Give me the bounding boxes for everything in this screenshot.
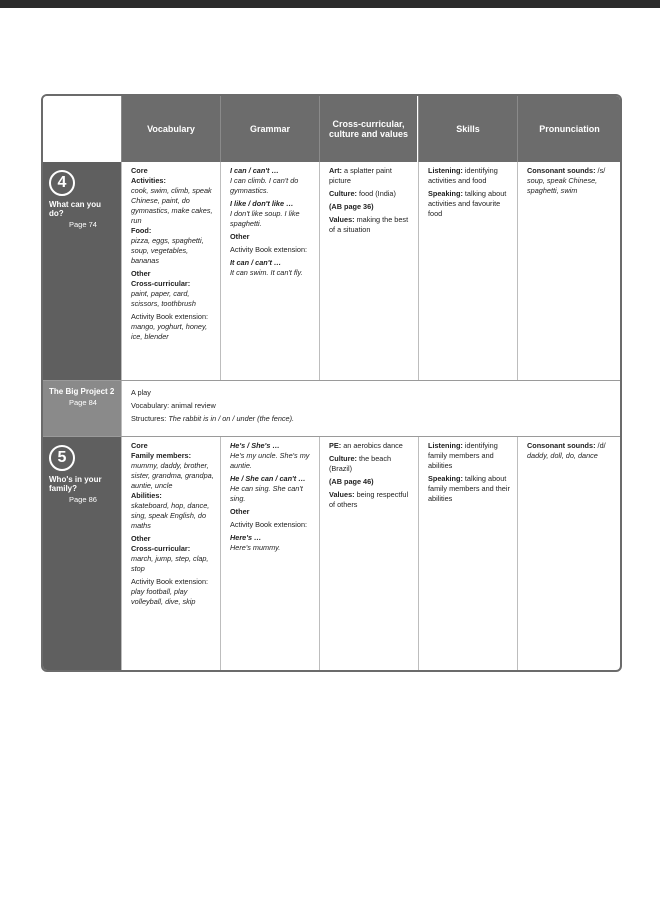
cross-label: Culture: [329, 189, 357, 198]
vocabulary-line: cook, swim, climb, speak Chinese, paint, do gymnastics, make cakes, run [131, 186, 213, 225]
skills-entry [428, 441, 511, 471]
unit-title: What can you do? [49, 200, 102, 219]
header-pronunciation: Pronunciation [517, 96, 621, 162]
skills-value: talking about activities and favourite food [428, 189, 507, 218]
vocabulary-line: Core [131, 441, 148, 450]
unit-4-cross-curricular [319, 162, 418, 380]
cross-entry [329, 441, 412, 451]
skills-entry [428, 474, 511, 504]
cross-label: (AB page 36) [329, 202, 374, 211]
skills-entry [428, 166, 511, 186]
cross-entry [329, 477, 412, 487]
cross-label: Art: [329, 166, 342, 175]
grammar-line: I can climb. I can't do gymnastics. [230, 176, 299, 195]
grammar-line: It can / can't … [230, 258, 282, 267]
vocabulary-line: mummy, daddy, brother, sister, grandma, grandpa, auntie, uncle [131, 461, 214, 490]
pron-label: Consonant sounds: [527, 441, 596, 450]
cross-entry [329, 202, 412, 212]
project-line-2: Vocabulary: animal review [131, 401, 216, 410]
grammar-line: Here's … [230, 533, 262, 542]
unit-page: Page 74 [69, 220, 97, 230]
vocabulary-line: Other [131, 534, 151, 543]
header-skills: Skills [418, 96, 517, 162]
pron-words: soup, speak Chinese, spaghetti, swim [527, 176, 598, 195]
cross-value: being respectful of others [329, 490, 409, 509]
grammar-line: He's my uncle. She's my auntie. [230, 451, 310, 470]
top-rule [0, 0, 660, 8]
grammar-line: Activity Book extension: [230, 245, 308, 254]
project-label-cell [43, 381, 121, 436]
vocabulary-line: Activity Book extension: [131, 312, 209, 321]
pron-sound: /d/ [597, 441, 606, 450]
cross-entry [329, 454, 412, 474]
unit-5-label-cell [43, 437, 121, 670]
cross-entry [329, 166, 412, 186]
cross-value: an aerobics dance [341, 441, 403, 450]
skills-value: identifying family members and abilities [428, 441, 498, 470]
grammar-line: I can / can't … [230, 166, 279, 175]
cross-value: making the best of a situation [329, 215, 409, 234]
header-vocabulary: Vocabulary [121, 96, 220, 162]
grammar-line: I don't like soup. I like spaghetti. [230, 209, 300, 228]
project-structures-value: The rabbit is in / on / under (the fence). [168, 414, 295, 423]
skills-label: Speaking: [428, 189, 463, 198]
grammar-line: Here's mummy. [230, 543, 281, 552]
cross-label: Values: [329, 215, 355, 224]
syllabus-table [41, 94, 622, 672]
grammar-line: Other [230, 232, 250, 241]
grammar-line: I like / don't like … [230, 199, 294, 208]
unit-number-badge: 4 [49, 170, 75, 196]
unit-4-grammar [220, 162, 319, 380]
grammar-line: Other [230, 507, 250, 516]
skills-label: Speaking: [428, 474, 463, 483]
unit-title: Who's in your family? [49, 475, 102, 494]
vocabulary-line: march, jump, step, clap, stop [131, 554, 209, 573]
cross-label: PE: [329, 441, 342, 450]
cross-entry [329, 189, 412, 199]
unit-4-pronunciation [517, 162, 620, 380]
skills-value: talking about family members and their abilities [428, 474, 510, 503]
cross-entry [329, 215, 412, 235]
grammar-line: He / She can / can't … [230, 474, 306, 483]
skills-entry [428, 189, 511, 219]
cross-label: Culture: [329, 454, 357, 463]
project-content [121, 381, 620, 436]
unit-5-skills [418, 437, 517, 670]
cross-label: (AB page 46) [329, 477, 374, 486]
unit-5-vocabulary [121, 437, 220, 670]
skills-label: Listening: [428, 166, 463, 175]
vocabulary-line: play football, play volleyball, dive, skip [131, 587, 196, 606]
vocabulary-line: skateboard, hop, dance, sing, speak English, do maths [131, 501, 210, 530]
unit-page: Page 86 [69, 495, 97, 505]
unit-4-label-cell [43, 162, 121, 380]
vocabulary-line: Activities: [131, 176, 166, 185]
unit-number-badge: 5 [49, 445, 75, 471]
vocabulary-line: Other [131, 269, 151, 278]
cross-value: food (India) [356, 189, 396, 198]
project-structures-label: Structures: [131, 414, 167, 423]
vocabulary-line: Abilities: [131, 491, 162, 500]
vocabulary-line: Cross-curricular: [131, 544, 191, 553]
vocabulary-line: paint, paper, card, scissors, toothbrush [131, 289, 196, 308]
grammar-line: Activity Book extension: [230, 520, 308, 529]
unit-4-skills [418, 162, 517, 380]
project-line-1: A play [131, 388, 151, 397]
skills-value: identifying activities and food [428, 166, 498, 185]
project-title: The Big Project 2 [49, 387, 115, 396]
cross-label: Values: [329, 490, 355, 499]
cross-entry [329, 490, 412, 510]
pron-sound: /s/ [597, 166, 606, 175]
header-cross-curricular: Cross-curricular, culture and values [319, 96, 417, 162]
header-grammar: Grammar [220, 96, 319, 162]
project-page: Page 84 [69, 398, 97, 408]
cross-value: a splatter paint picture [329, 166, 392, 185]
vocabulary-line: Activity Book extension: [131, 577, 209, 586]
unit-5-cross-curricular [319, 437, 418, 670]
grammar-line: It can swim. It can't fly. [230, 268, 303, 277]
header-blank-cell [43, 96, 121, 162]
vocabulary-line: pizza, eggs, spaghetti, soup, vegetables, bananas [131, 236, 204, 265]
vocabulary-line: Food: [131, 226, 152, 235]
unit-4-vocabulary [121, 162, 220, 380]
vocabulary-line: Cross-curricular: [131, 279, 191, 288]
vocabulary-line: mango, yoghurt, honey, ice, blender [131, 322, 208, 341]
vocabulary-line: Family members: [131, 451, 192, 460]
vocabulary-line: Core [131, 166, 148, 175]
skills-label: Listening: [428, 441, 463, 450]
grammar-line: He can sing. She can't sing. [230, 484, 303, 503]
pron-label: Consonant sounds: [527, 166, 596, 175]
grammar-line: He's / She's … [230, 441, 280, 450]
unit-5-pronunciation [517, 437, 620, 670]
cross-value: the beach (Brazil) [329, 454, 392, 473]
pron-words: daddy, doll, do, dance [527, 451, 598, 460]
unit-5-grammar [220, 437, 319, 670]
